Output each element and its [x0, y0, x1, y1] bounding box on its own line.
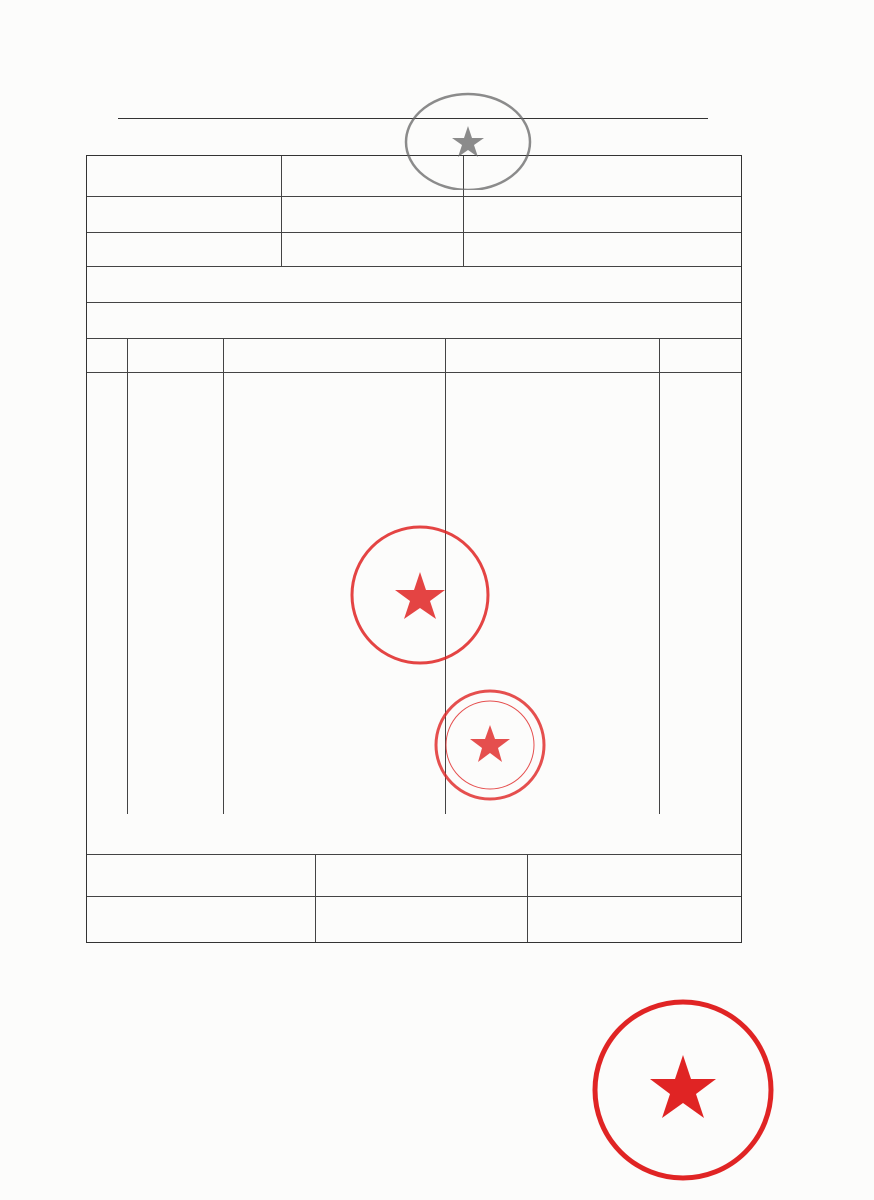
inspection-seal-gray [398, 80, 538, 190]
col-divider [659, 338, 660, 814]
expiry-field [281, 196, 468, 232]
quality-seal-middle [345, 520, 495, 670]
process-field [91, 196, 281, 232]
header-conclusion [659, 338, 741, 372]
quality-seal-main [588, 995, 778, 1185]
approver-label [527, 854, 742, 896]
header-result [445, 338, 659, 372]
quality-seal-small [430, 685, 550, 805]
inspection-no-field [463, 232, 746, 266]
purpose-row [87, 302, 741, 339]
col-divider [127, 338, 128, 814]
info-row-3 [87, 232, 741, 267]
header-no [87, 338, 127, 372]
info-row-2 [87, 196, 741, 233]
product-field [91, 156, 281, 196]
table-header-row [87, 338, 741, 373]
received-field [91, 232, 281, 266]
summary-text [87, 814, 741, 854]
col-divider [315, 896, 316, 942]
reviewer-label [315, 854, 526, 896]
col-divider [223, 338, 224, 814]
col-divider [527, 896, 528, 942]
header-item [127, 338, 223, 372]
report-date-field [281, 232, 468, 266]
purpose-text [91, 302, 731, 338]
header-standard [223, 338, 445, 372]
producer-field [463, 196, 746, 232]
standard-text [91, 266, 731, 302]
signature-row [87, 896, 741, 942]
summary-row [87, 814, 741, 855]
signoff-label-row [87, 854, 741, 897]
reporter-label [87, 854, 315, 896]
standard-row [87, 266, 741, 303]
